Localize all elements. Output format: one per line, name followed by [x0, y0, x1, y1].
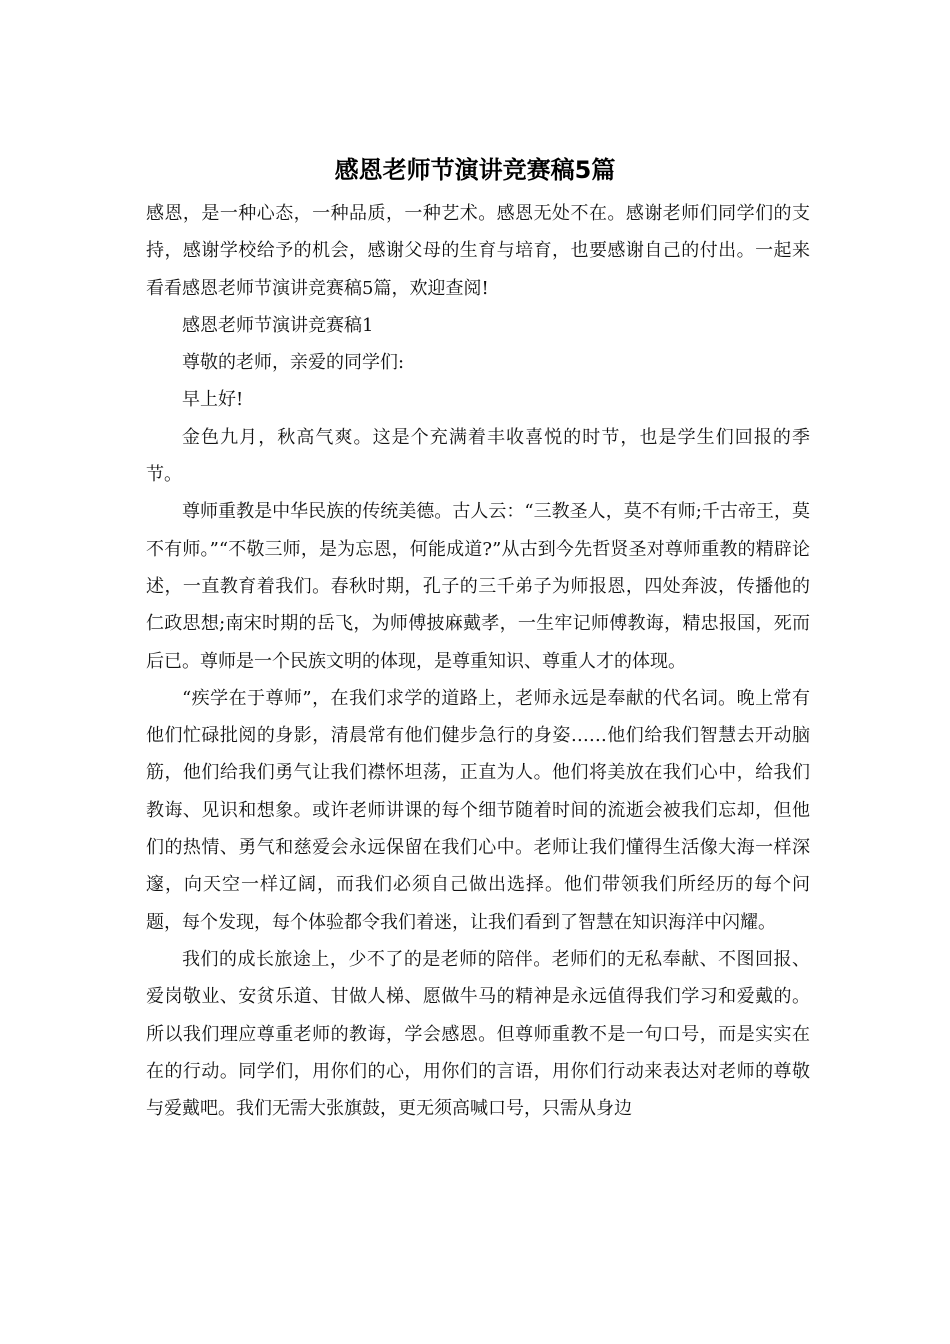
document-body [146, 195, 810, 1127]
body-paragraph: 尊师重教是中华民族的传统美德。古人云：“三教圣人，莫不有师;千古帝王，莫不有师。”“不敬三师，是为忘恩，何能成道?”从古到今先哲贤圣对尊师重教的精辟论述，一直教育着我们。春秋时期，孔子的三千弟子为师报恩，四处奔波，传播他的仁政思想;南宋时期的岳飞，为师傅披麻戴孝，一生牢记师傅教诲，精忠报国，死而后已。尊师是一个民族文明的体现，是尊重知识、尊重人才的体现。 [146, 501, 810, 672]
body-paragraph: “疾学在于尊师”，在我们求学的道路上，老师永远是奉献的代名词。晚上常有他们忙碌批阅的身影，清晨常有他们健步急行的身姿……他们给我们智慧去开动脑筋，他们给我们勇气让我们襟怀坦荡，正直为人。他们将美放在我们心中，给我们教诲、见识和想象。或许老师讲课的每个细节随着时间的流逝会被我们忘却，但他们的热情、勇气和慈爱会永远保留在我们心中。老师让我们懂得生活像大海一样深邃，向天空一样辽阔，而我们必须自己做出选择。他们带领我们所经历的每个问题，每个发现，每个体验都令我们着迷，让我们看到了智慧在知识海洋中闪耀。 [146, 687, 810, 933]
body-paragraph: 我们的成长旅途上，少不了的是老师的陪伴。老师们的无私奉献、不图回报、爱岗敬业、安贫乐道、甘做人梯、愿做牛马的精神是永远值得我们学习和爱戴的。所以我们理应尊重老师的教诲，学会感恩。但尊师重教不是一句口号，而是实实在在的行动。同学们，用你们的心，用你们的言语，用你们行动来表达对老师的尊敬与爱戴吧。我们无需大张旗鼓，更无须高喊口号，只需从身边 [146, 948, 810, 1120]
body-paragraph: 金色九月，秋高气爽。这是个充满着丰收喜悦的时节，也是学生们回报的季节。 [146, 426, 810, 486]
section-heading: 感恩老师节演讲竞赛稿1 [182, 314, 374, 336]
greeting: 早上好! [182, 389, 244, 411]
salutation: 尊敬的老师，亲爱的同学们: [182, 352, 405, 374]
intro-paragraph: 感恩，是一种心态，一种品质，一种艺术。感恩无处不在。感谢老师们同学们的支持，感谢学校给予的机会，感谢父母的生育与培育，也要感谢自己的付出。一起来看看感恩老师节演讲竞赛稿5篇，欢迎查阅! [146, 203, 810, 299]
document-title: 感恩老师节演讲竞赛稿5篇 [334, 156, 616, 184]
